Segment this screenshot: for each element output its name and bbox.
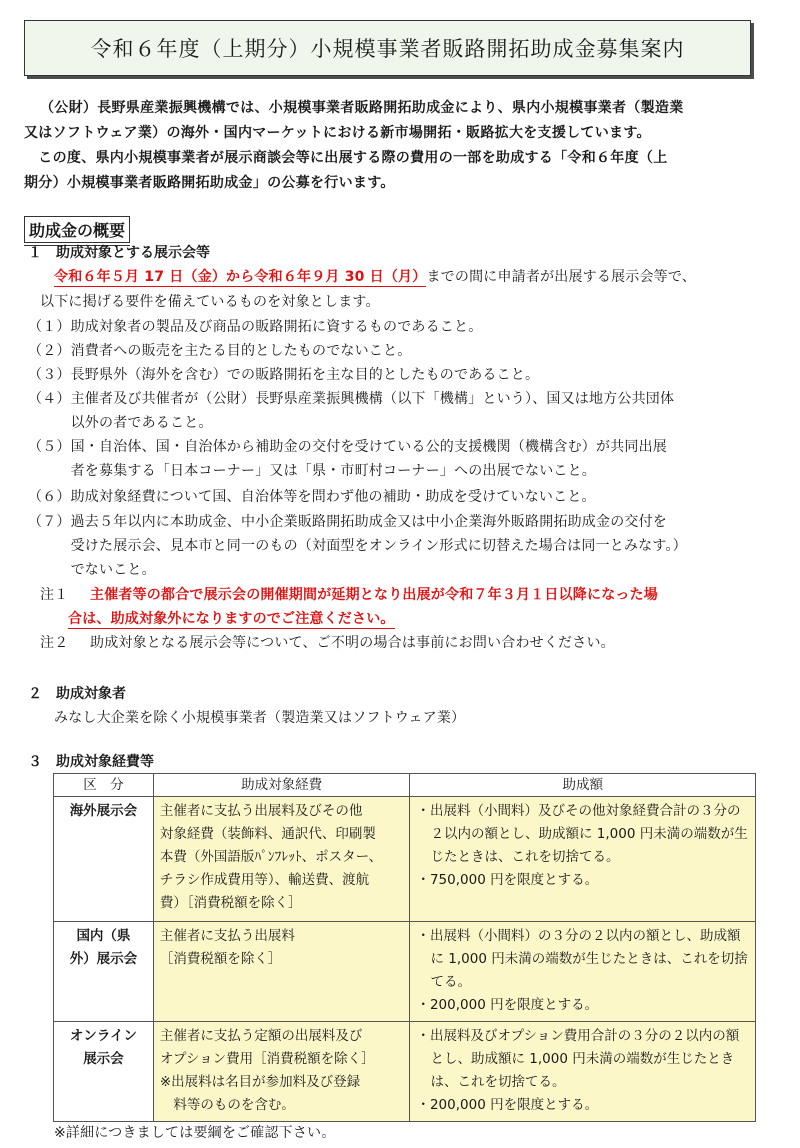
amount-limit: ・750,000 円を限度とする。 — [416, 872, 599, 888]
requirement-item: （６）助成対象経費について国、自治体等を問わず他の補助・助成を受けていないこと。 — [28, 489, 596, 505]
requirement-item: 受けた展示会、見本市と同一のもの（対面型をオンライン形式に切替えた場合は同一とみなす。） — [28, 538, 687, 554]
amount-text: ・出展料及びオプション費用合計の３分の２以内の額とし、助成額に 1,000 円未満の端数が生じたときは、これを切捨てる。 — [416, 1028, 740, 1090]
note1-line1 — [90, 584, 658, 604]
expenses-cell: 主催者に支払う出展料及びその他 対象経費（装飾料、通訳代、印刷製 本費（外国語版ﾊﾟﾝﾌﾚｯﾄ、ポスター、 チラシ作成費用等）、輸送費、渡航 費）［消費税額を除く］ — [153, 797, 410, 922]
section2-heading: ２ 助成対象者 — [28, 686, 126, 702]
section2-text: みなし大企業を除く小規模事業者（製造業又はソフトウェア業） — [54, 710, 466, 726]
intro-p1-line1: （公財）長野県産業振興機構では、小規模事業者販路開拓助成金により、県内小規模事業者（製造業 — [40, 100, 684, 116]
table-footnote: ※詳細につきましては要綱をご確認下さい。 — [54, 1125, 336, 1141]
amount-cell — [410, 1022, 756, 1122]
note1-line2-text: 合は、助成対象外になりますのでご注意ください。 — [68, 611, 395, 627]
category-cell: 国内（県 外）展示会 — [54, 922, 154, 1022]
section1-heading: １ 助成対象とする展示会等 — [28, 245, 210, 261]
note1-label: 注１ — [40, 587, 69, 603]
expense-table — [53, 773, 756, 1122]
table-header: 区 分 — [54, 774, 154, 797]
intro-p1-line2: 又はソフトウェア業）の海外・国内マーケットにおける新市場開拓・販路拡大を支援しています。 — [24, 125, 651, 141]
section1-period-line — [54, 266, 696, 286]
amount-text: ・出展料（小間料）及びその他対象経費合計の３分の２以内の額とし、助成額に 1,000 円未満の端数が生じたときは、これを切捨てる。 — [416, 803, 748, 865]
note1-line1-text: 主催者等の都合で展示会の開催期間が延期となり出展が令和７年３月１日以降になった場 — [90, 587, 658, 603]
section3-heading: ３ 助成対象経費等 — [28, 754, 154, 770]
table-row — [54, 922, 756, 1022]
period-highlight: 令和６年５月 17 日（金）から令和６年９月 30 日（月） — [54, 269, 427, 285]
table-header-row — [54, 774, 756, 797]
amount-limit: ・200,000 円を限度とする。 — [416, 1097, 599, 1113]
intro-p2-line2: 期分）小規模事業者販路開拓助成金」の公募を行います。 — [24, 175, 395, 191]
intro-p2-line1: この度、県内小規模事業者が展示商談会等に出展する際の費用の一部を助成する「令和６年度（上 — [24, 150, 668, 166]
note2-label: 注２ — [40, 635, 69, 651]
amount-limit: ・200,000 円を限度とする。 — [416, 997, 599, 1013]
amount-text: ・出展料（小間料）の３分の２以内の額とし、助成額に 1,000 円未満の端数が生じたときは、これを切捨てる。 — [416, 928, 748, 990]
note1-line2 — [68, 608, 395, 628]
table-header: 助成対象経費 — [153, 774, 410, 797]
requirement-item: 者を募集する「日本コーナー」又は「県・市町村コーナー」への出展でないこと。 — [28, 463, 596, 479]
note2-text: 助成対象となる展示会等について、ご不明の場合は事前にお問い合わせください。 — [90, 635, 615, 651]
section1-line2: 以下に掲げる要件を備えているものを対象とします。 — [40, 294, 380, 310]
table-header: 助成額 — [410, 774, 756, 797]
requirement-item: でないこと。 — [28, 562, 156, 578]
category-cell: オンライン 展示会 — [54, 1022, 154, 1122]
period-rest: までの間に申請者が出展する展示会等で、 — [426, 269, 696, 285]
overview-heading: 助成金の概要 — [24, 216, 130, 243]
requirement-item: （２）消費者への販売を主たる目的としたものでないこと。 — [28, 343, 412, 359]
page-title: 令和６年度（上期分）小規模事業者販路開拓助成金募集案内 — [24, 20, 751, 76]
requirement-item: 以外の者であること。 — [28, 415, 213, 431]
amount-cell — [410, 797, 756, 922]
expenses-cell: 主催者に支払う定額の出展料及び オプション費用［消費税額を除く］ ※出展料は名目が参加料及び登録 料等のものを含む。 — [153, 1022, 410, 1122]
expenses-cell: 主催者に支払う出展料 ［消費税額を除く］ — [153, 922, 410, 1022]
requirement-item: （７）過去５年以内に本助成金、中小企業販路開拓助成金又は中小企業海外販路開拓助成金の交付を — [28, 514, 667, 530]
requirement-item: （３）長野県外（海外を含む）での販路開拓を主な目的としたものであること。 — [28, 367, 540, 383]
category-cell: 海外展示会 — [54, 797, 154, 922]
table-row — [54, 1022, 756, 1122]
requirement-item: （４）主催者及び共催者が（公財）長野県産業振興機構（以下「機構」という）、国又は地方公共団体 — [28, 391, 675, 407]
amount-cell — [410, 922, 756, 1022]
requirement-item: （１）助成対象者の製品及び商品の販路開拓に資するものであること。 — [28, 319, 483, 335]
table-row — [54, 797, 756, 922]
requirement-item: （５）国・自治体、国・自治体から補助金の交付を受けている公的支援機関（機構含む）が共同出展 — [28, 439, 667, 455]
